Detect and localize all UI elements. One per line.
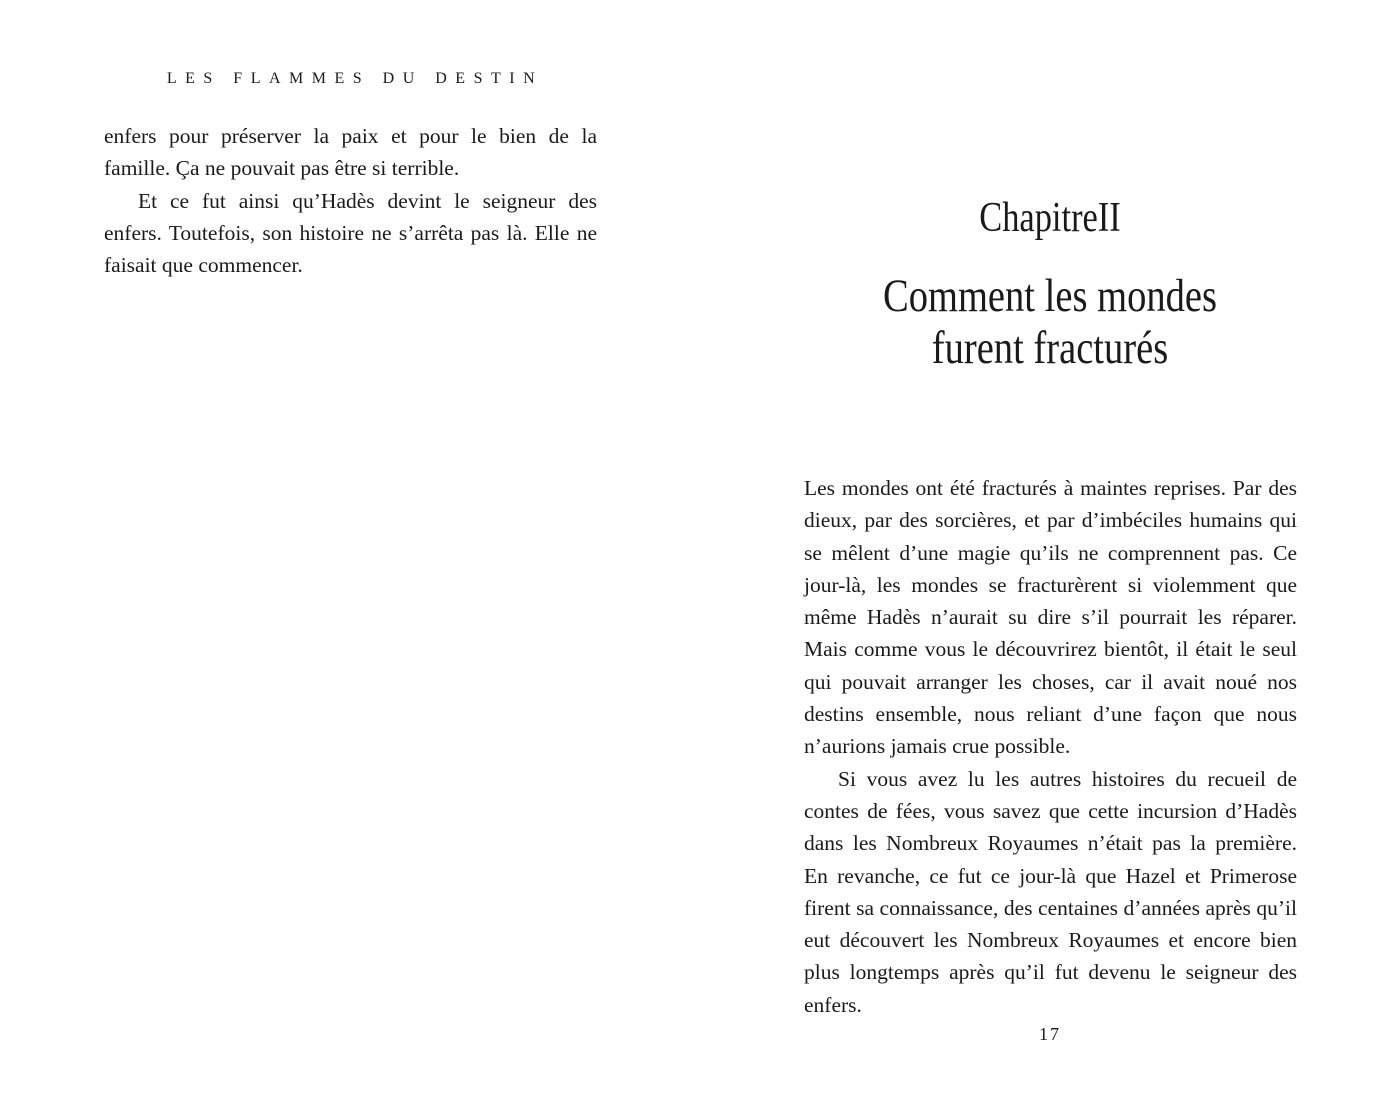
page-number: 17: [1039, 1024, 1061, 1044]
left-page-body: [104, 120, 597, 281]
paragraph: Et ce fut ainsi qu’Hadès devint le seigneur des enfers. Toutefois, son histoire ne s’arrêta pas là. Elle ne faisait que commencer.: [104, 188, 597, 278]
paragraph: Les mondes ont été fracturés à maintes reprises. Par des dieux, par des sorcières, et par d’imbéciles humains qui se mêlent d’une magie qu’ils ne comprennent pas. Ce jour-là, les mondes se fracturèrent si violemment que même Hadès n’aurait su dire s’il pourrait les réparer. Mais comme vous le découvrirez bientôt, il était le seul qui pouvait arranger les choses, car il avait noué nos destins ensemble, nous reliant d’une façon que nous n’aurions jamais crue possible.: [804, 476, 1297, 759]
chapter-label: ChapitreII: [979, 195, 1121, 241]
right-page-body: [804, 472, 1297, 1021]
chapter-title: [763, 270, 1337, 374]
chapter-title-line: Comment les mondes: [883, 270, 1217, 322]
running-header: LES FLAMMES DU DESTIN: [166, 70, 544, 87]
right-page: [700, 0, 1400, 1115]
paragraph: enfers pour préserver la paix et pour le bien de la famille. Ça ne pouvait pas être si terrible.: [104, 124, 597, 181]
chapter-title-line: furent fracturés: [931, 322, 1169, 374]
paragraph: Si vous avez lu les autres histoires du recueil de contes de fées, vous savez que cette incursion d’Hadès dans les Nombreux Royaumes n’était pas la première. En revanche, ce fut ce jour-là que Hazel et Primerose firent sa connaissance, des centaines d’années après qu’il eut découvert les Nombreux Royaumes et encore bien plus longtemps après qu’il fut devenu le seigneur des enfers.: [804, 766, 1297, 1017]
